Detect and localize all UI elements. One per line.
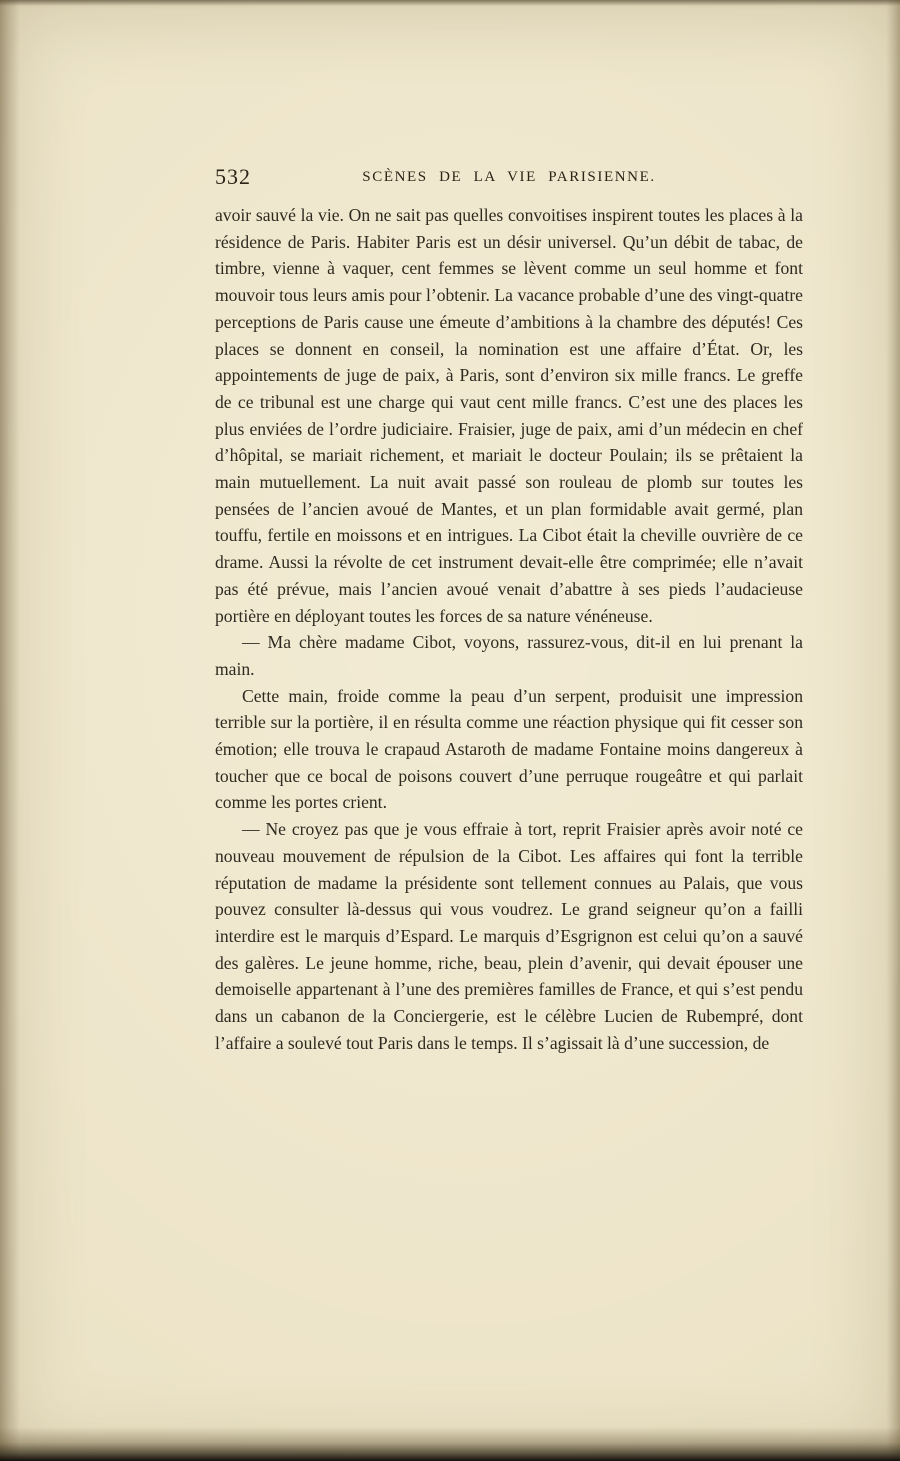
page-number: 532 bbox=[215, 164, 251, 189]
paragraph: Cette main, froide comme la peau d’un serpent, produisit une impression terrible sur la portière, il en résulta comme une réaction physique qui fit cesser son émotion; elle trouva le crapaud Astaroth de madame Fontaine moins dangereux à toucher que ce bocal de poisons couvert d’une perruque rougeâtre et qui parlait comme les portes crient. bbox=[215, 685, 803, 813]
paragraph-dialogue: — Ma chère madame Cibot, voyons, rassurez-vous, dit-il en lui prenant la main. bbox=[215, 632, 803, 679]
body-text-block bbox=[215, 202, 803, 1057]
running-head bbox=[215, 163, 803, 193]
paragraph-dialogue: — Ne croyez pas que je vous effraie à tort, reprit Fraisier après avoir noté ce nouveau mouvement de répulsion de la Cibot. Les affaires qui font la terrible réputation de madame la présidente sont tellement connues au Palais, que vous pouvez consulter là-dessus qui vous voudrez. Le grand seigneur qu’on a failli interdire est le marquis d’Espard. Le marquis d’Esgrignon est celui qu’on a sauvé des galères. Le jeune homme, riche, beau, plein d’avenir, qui devait épouser une demoiselle appartenant à l’une des premières familles de France, et qui s’est pendu dans un cabanon de la Conciergerie, est le célèbre Lucien de Rubempré, dont l’affaire a soulevé tout Paris dans le temps. Il s’agissait là d’une succession, de bbox=[215, 819, 803, 1053]
running-header-title: SCÈNES DE LA VIE PARISIENNE. bbox=[362, 169, 656, 185]
paragraph: avoir sauvé la vie. On ne sait pas quelles convoitises inspirent toutes les places à la résidence de Paris. Habiter Paris est un désir universel. Qu’un débit de tabac, de timbre, vienne à vaquer, cent femmes se lèvent comme un seul homme et font mouvoir tous leurs amis pour l’obtenir. La vacance probable d’une des vingt-quatre perceptions de Paris cause une émeute d’ambitions à la chambre des députés! Ces places se donnent en conseil, la nomination est une affaire d’État. Or, les appointements de juge de paix, à Paris, sont d’environ six mille francs. Le greffe de ce tribunal est une charge qui vaut cent mille francs. C’est une des places les plus enviées de l’ordre judiciaire. Fraisier, juge de paix, ami d’un médecin en chef d’hôpital, se mariait richement, et mariait le docteur Poulain; ils se prêtaient la main mutuellement. La nuit avait passé son rouleau de plomb sur toutes les pensées de l’ancien avoué de Mantes, et un plan formidable avait germé, plan touffu, fertile en moissons et en intrigues. La Cibot était la cheville ouvrière de ce drame. Aussi la révolte de cet instrument devait-elle être comprimée; elle n’avait pas été prévue, mais l’ancien avoué venait d’abattre à ses pieds l’audacieuse portière en déployant toutes les forces de sa nature vénéneuse. bbox=[215, 205, 803, 626]
